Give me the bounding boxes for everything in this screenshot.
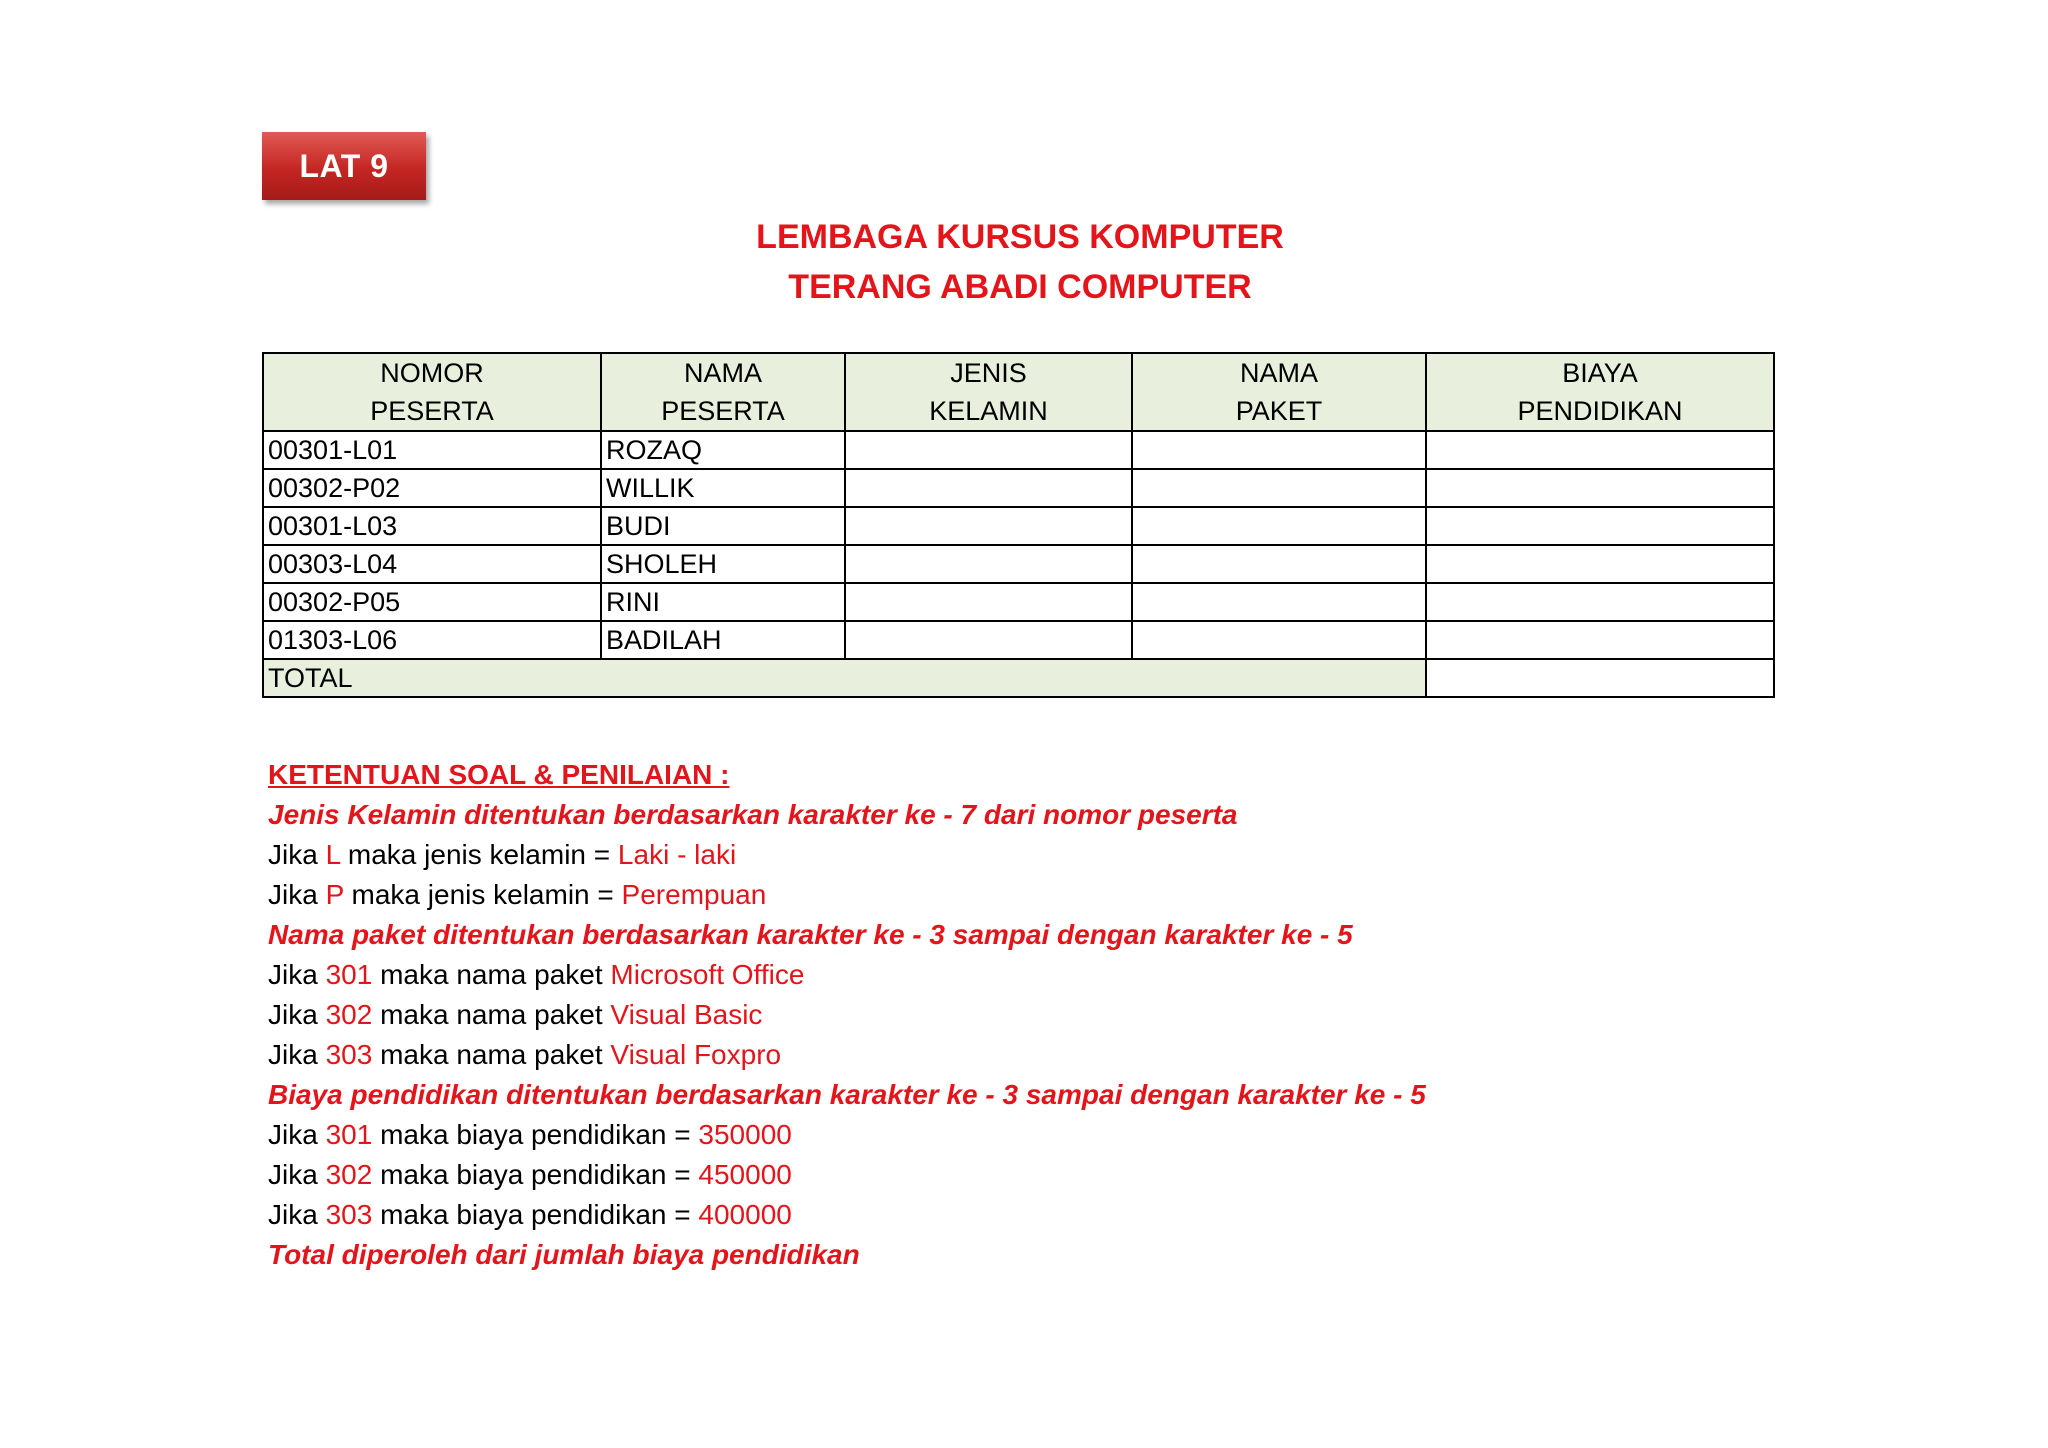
cell-jenis[interactable] [845, 621, 1132, 659]
total-label: TOTAL [263, 659, 1426, 697]
cell-paket[interactable] [1132, 469, 1426, 507]
cell-nomor[interactable]: 01303-L06 [263, 621, 601, 659]
cell-jenis[interactable] [845, 583, 1132, 621]
cell-jenis[interactable] [845, 507, 1132, 545]
cell-paket[interactable] [1132, 431, 1426, 469]
cell-biaya[interactable] [1426, 469, 1774, 507]
header-jenis-kelamin: JENIS KELAMIN [845, 353, 1132, 431]
cell-biaya[interactable] [1426, 621, 1774, 659]
rules-heading: KETENTUAN SOAL & PENILAIAN : [268, 759, 730, 790]
header-biaya-pendidikan: BIAYA PENDIDIKAN [1426, 353, 1774, 431]
rule-biaya-3: Jika 303 maka biaya pendidikan = 400000 [268, 1199, 792, 1230]
rules-section [268, 755, 1426, 1275]
cell-jenis[interactable] [845, 469, 1132, 507]
total-value-cell[interactable] [1426, 659, 1774, 697]
cell-nomor[interactable]: 00302-P02 [263, 469, 601, 507]
table-row [263, 545, 1774, 583]
cell-biaya[interactable] [1426, 507, 1774, 545]
table-row [263, 507, 1774, 545]
cell-nama[interactable]: BUDI [601, 507, 845, 545]
rule-biaya-1: Jika 301 maka biaya pendidikan = 350000 [268, 1119, 792, 1150]
rule-paket-3: Jika 303 maka nama paket Visual Foxpro [268, 1039, 782, 1070]
rule-paket-1: Jika 301 maka nama paket Microsoft Office [268, 959, 805, 990]
table-row [263, 431, 1774, 469]
cell-jenis[interactable] [845, 545, 1132, 583]
cell-nomor[interactable]: 00301-L01 [263, 431, 601, 469]
rule-nama-paket-title: Nama paket ditentukan berdasarkan karakter ke - 3 sampai dengan karakter ke - 5 [268, 919, 1353, 950]
header-nama-paket: NAMA PAKET [1132, 353, 1426, 431]
table-row [263, 621, 1774, 659]
participant-table [262, 352, 1775, 698]
rule-jenis-kelamin-title: Jenis Kelamin ditentukan berdasarkan karakter ke - 7 dari nomor peserta [268, 799, 1238, 830]
cell-paket[interactable] [1132, 583, 1426, 621]
table-header-row [263, 353, 1774, 431]
table-row [263, 469, 1774, 507]
cell-nama[interactable]: BADILAH [601, 621, 845, 659]
rule-total-title: Total diperoleh dari jumlah biaya pendidikan [268, 1239, 860, 1270]
cell-nama[interactable]: ROZAQ [601, 431, 845, 469]
header-nama-peserta: NAMA PESERTA [601, 353, 845, 431]
rule-biaya-2: Jika 302 maka biaya pendidikan = 450000 [268, 1159, 792, 1190]
table-row [263, 583, 1774, 621]
page-title-line2: TERANG ABADI COMPUTER [788, 268, 1252, 306]
cell-jenis[interactable] [845, 431, 1132, 469]
cell-paket[interactable] [1132, 621, 1426, 659]
header-nomor-peserta: NOMOR PESERTA [263, 353, 601, 431]
cell-nama[interactable]: SHOLEH [601, 545, 845, 583]
rule-paket-2: Jika 302 maka nama paket Visual Basic [268, 999, 763, 1030]
rule-jk-1: Jika L maka jenis kelamin = Laki - laki [268, 839, 737, 870]
cell-biaya[interactable] [1426, 583, 1774, 621]
cell-biaya[interactable] [1426, 545, 1774, 583]
lat-badge: LAT 9 [262, 132, 426, 200]
page-title-line1: LEMBAGA KURSUS KOMPUTER [756, 218, 1284, 256]
cell-nomor[interactable]: 00303-L04 [263, 545, 601, 583]
cell-nama[interactable]: WILLIK [601, 469, 845, 507]
cell-paket[interactable] [1132, 545, 1426, 583]
rule-biaya-title: Biaya pendidikan ditentukan berdasarkan karakter ke - 3 sampai dengan karakter ke - 5 [268, 1079, 1426, 1110]
cell-paket[interactable] [1132, 507, 1426, 545]
cell-nomor[interactable]: 00302-P05 [263, 583, 601, 621]
cell-biaya[interactable] [1426, 431, 1774, 469]
cell-nomor[interactable]: 00301-L03 [263, 507, 601, 545]
total-row [263, 659, 1774, 697]
rule-jk-2: Jika P maka jenis kelamin = Perempuan [268, 879, 767, 910]
cell-nama[interactable]: RINI [601, 583, 845, 621]
